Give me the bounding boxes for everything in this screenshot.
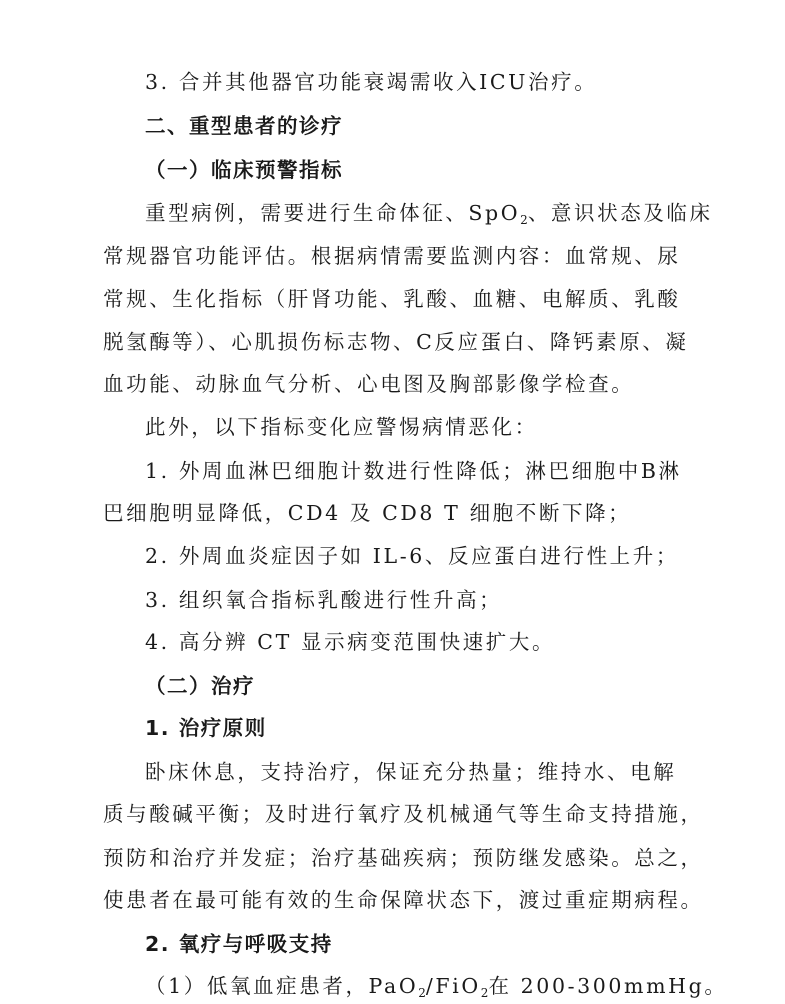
fio2-subscript: 2 xyxy=(480,986,489,1000)
paragraph-monitoring-line-2: 常规器官功能评估。根据病情需要监测内容：血常规、尿 xyxy=(103,244,681,268)
subsection-heading-warning-indicators: （一）临床预警指标 xyxy=(145,158,343,182)
paragraph-monitoring-text-end: 、意识状态及临床 xyxy=(527,201,713,225)
section-heading-severe-patients: 二、重型患者的诊疗 xyxy=(145,114,343,138)
paragraph-warning-intro: 此外，以下指标变化应警惕病情恶化： xyxy=(145,415,538,439)
subsection-heading-treatment: （二）治疗 xyxy=(145,674,255,698)
warning-item-1-line-1: 1. 外周血淋巴细胞计数进行性降低；淋巴细胞中B淋 xyxy=(145,459,682,483)
paragraph-monitoring-line-1 xyxy=(145,198,713,231)
paragraph-hypoxemia xyxy=(145,971,728,1004)
paragraph-principles-line-2: 质与酸碱平衡；及时进行氧疗及机械通气等生命支持措施， xyxy=(103,802,704,826)
hypoxemia-text: （1）低氧血症患者，PaO xyxy=(145,974,419,998)
heading-oxygen-therapy: 2. 氧疗与呼吸支持 xyxy=(145,932,333,956)
paragraph-monitoring-text: 重型病例，需要进行生命体征、SpO xyxy=(145,201,521,225)
warning-item-4: 4. 高分辨 CT 显示病变范围快速扩大。 xyxy=(145,630,556,654)
paragraph-principles-line-4: 使患者在最可能有效的生命保障状态下，渡过重症期病程。 xyxy=(103,888,704,912)
warning-item-2: 2. 外周血炎症因子如 IL-6、反应蛋白进行性上升； xyxy=(145,544,679,568)
paragraph-principles-line-1: 卧床休息，支持治疗，保证充分热量；维持水、电解 xyxy=(145,760,677,784)
hypoxemia-range: 在 200-300mmHg。 xyxy=(488,974,728,998)
warning-item-3: 3. 组织氧合指标乳酸进行性升高； xyxy=(145,588,503,612)
fio-text: /FiO xyxy=(425,974,481,998)
paragraph-monitoring-line-3: 常规、生化指标（肝肾功能、乳酸、血糖、电解质、乳酸 xyxy=(103,287,681,311)
spo2-subscript: 2 xyxy=(520,213,528,227)
paragraph-principles-line-3: 预防和治疗并发症；治疗基础疾病；预防继发感染。总之， xyxy=(103,846,704,870)
heading-treatment-principles: 1. 治疗原则 xyxy=(145,716,267,740)
pao2-subscript: 2 xyxy=(418,986,426,1000)
paragraph-monitoring-line-5: 血功能、动脉血气分析、心电图及胸部影像学检查。 xyxy=(103,372,635,396)
criterion-3: 3. 合并其他器官功能衰竭需收入ICU治疗。 xyxy=(145,70,598,94)
paragraph-monitoring-line-4: 脱氢酶等）、心肌损伤标志物、C反应蛋白、降钙素原、凝 xyxy=(103,330,689,354)
warning-item-1-line-2: 巴细胞明显降低，CD4 及 CD8 T 细胞不断下降； xyxy=(103,501,632,525)
